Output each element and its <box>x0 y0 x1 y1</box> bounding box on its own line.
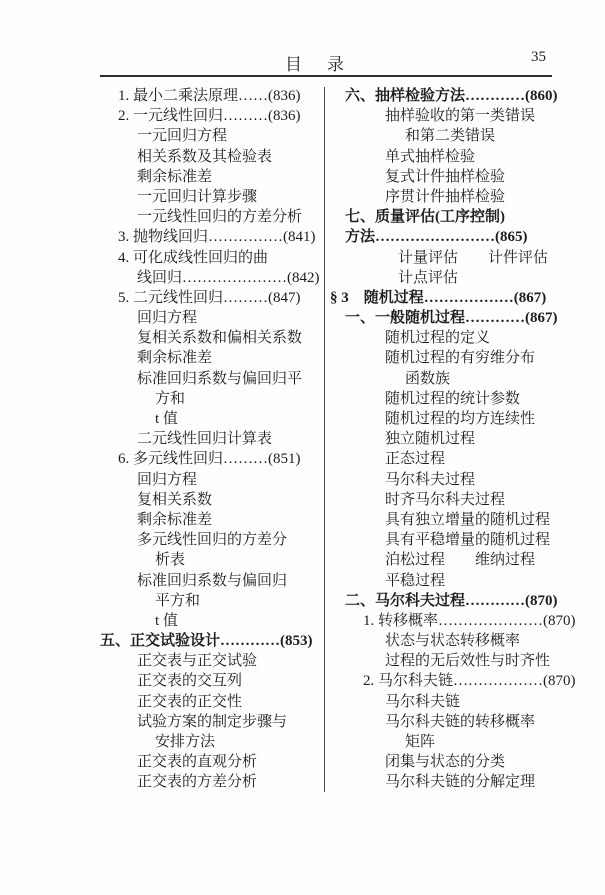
toc-line: 二、马尔科夫过程…………(870) <box>345 592 558 609</box>
toc-line: 剩余标准差 <box>137 168 213 185</box>
toc-line: 正交表的直观分析 <box>137 754 258 771</box>
toc-line: 析表 <box>155 552 186 569</box>
toc-line: 剩余标准差 <box>137 511 213 528</box>
toc-line: 和第二类错误 <box>405 128 496 145</box>
toc-line: 6. 多元线性回归………(851) <box>118 451 301 468</box>
toc-line: 二元线性回归计算表 <box>137 431 273 448</box>
toc-line: 时齐马尔科夫过程 <box>385 491 506 508</box>
toc-line: 5. 二元线性回归………(847) <box>118 289 301 306</box>
toc-line: 回归方程 <box>137 471 198 488</box>
toc-line: 2. 马尔科夫链………………(870) <box>363 673 576 690</box>
toc-line: 计点评估 <box>398 269 459 286</box>
toc-line: 一元回归方程 <box>137 128 228 145</box>
left-column <box>100 86 322 793</box>
toc-line: 函数族 <box>405 370 451 387</box>
toc-line: 方和 <box>155 390 186 407</box>
toc-line: 随机过程的有穷维分布 <box>385 350 536 367</box>
toc-line: 独立随机过程 <box>385 431 476 448</box>
toc-line: 方法……………………(865) <box>345 229 528 246</box>
toc-line: 标准回归系数与偏回归 <box>137 572 288 589</box>
right-column <box>330 86 574 793</box>
toc-line: 状态与状态转移概率 <box>385 633 521 650</box>
toc-line: 试验方案的制定步骤与 <box>137 713 288 730</box>
toc-line: 1. 最小二乘法原理……(836) <box>118 88 301 104</box>
header-rule <box>100 75 552 77</box>
toc-line: 一元线性回归的方差分析 <box>137 209 303 226</box>
toc-line: 回归方程 <box>137 310 198 327</box>
page-number: 35 <box>531 49 546 65</box>
toc-line: 六、抽样检验方法…………(860) <box>345 88 558 104</box>
toc-line: 抽样验收的第一类错误 <box>385 108 536 125</box>
toc-line: 闭集与状态的分类 <box>385 754 506 771</box>
toc-line: 2. 一元线性回归………(836) <box>118 108 301 125</box>
toc-line: 单式抽样检验 <box>385 148 476 165</box>
toc-line: 马尔科夫链的分解定理 <box>385 774 536 791</box>
toc-line: 复相关系数 <box>137 491 213 508</box>
toc-line: 多元线性回归的方差分 <box>137 532 288 549</box>
toc-line: 马尔科夫链的转移概率 <box>385 713 536 730</box>
page-title: 目 录 <box>285 55 348 74</box>
toc-line: 马尔科夫链 <box>385 693 461 710</box>
toc-line: 一元回归计算步骤 <box>137 188 258 205</box>
toc-line: 矩阵 <box>405 734 436 750</box>
toc-line: 正态过程 <box>385 451 446 468</box>
toc-line: 3. 抛物线回归……………(841) <box>118 229 316 246</box>
toc-line: t 值 <box>155 411 178 427</box>
toc-line: 相关系数及其检验表 <box>137 148 273 165</box>
toc-line: 正交表的方差分析 <box>137 774 258 791</box>
toc-line: 线回归…………………(842) <box>137 269 320 286</box>
toc-line: 计量评估 计件评估 <box>398 249 549 266</box>
column-divider <box>324 87 325 792</box>
toc-line: 随机过程的定义 <box>385 330 491 347</box>
toc-line: 一、一般随机过程…………(867) <box>345 310 558 327</box>
toc-line: 正交表的正交性 <box>137 693 243 710</box>
toc-line: 复式计件抽样检验 <box>385 168 506 185</box>
toc-line: 平稳过程 <box>385 572 446 589</box>
toc-line: 剩余标准差 <box>137 350 213 367</box>
toc-line: 泊松过程 维纳过程 <box>385 552 536 569</box>
toc-line: 安排方法 <box>155 734 216 750</box>
toc-line: 具有独立增量的随机过程 <box>385 511 551 528</box>
toc-line: 1. 转移概率…………………(870) <box>363 612 576 629</box>
toc-line: 序贯计件抽样检验 <box>385 188 506 205</box>
toc-line: 4. 可化成线性回归的曲 <box>118 249 269 266</box>
toc-line: t 值 <box>155 612 178 629</box>
toc-line: 随机过程的统计参数 <box>385 390 521 407</box>
toc-line: 具有平稳增量的随机过程 <box>385 532 551 549</box>
toc-line: § 3 随机过程………………(867) <box>330 289 547 306</box>
toc-line: 正交表的交互列 <box>137 673 243 690</box>
toc-line: 过程的无后效性与时齐性 <box>385 653 551 670</box>
toc-line: 随机过程的均方连续性 <box>385 411 536 427</box>
toc-line: 复相关系数和偏相关系数 <box>137 330 303 347</box>
toc-line: 七、质量评估(工序控制) <box>345 209 505 226</box>
toc-line: 五、正交试验设计…………(853) <box>100 633 313 650</box>
toc-line: 标准回归系数与偏回归平 <box>137 370 303 387</box>
toc-line: 马尔科夫过程 <box>385 471 476 488</box>
toc-line: 正交表与正交试验 <box>137 653 258 670</box>
toc-line: 平方和 <box>155 592 201 609</box>
